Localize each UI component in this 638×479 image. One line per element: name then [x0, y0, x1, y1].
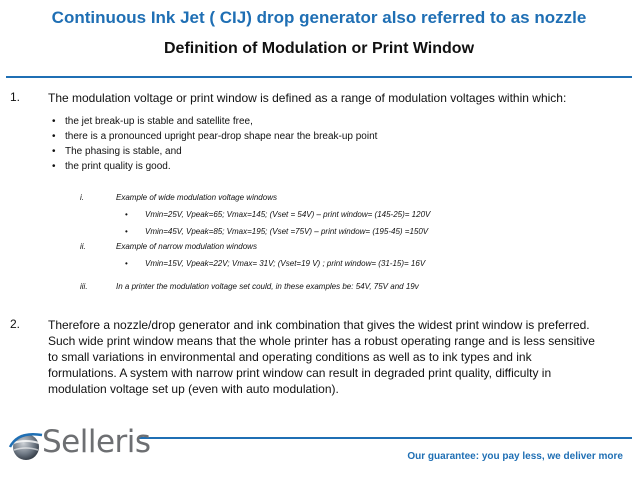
sub-item-ii-bullet-1: Vmin=15V, Vpeak=22V; Vmax= 31V; (Vset=19 V) ; print window= (31-15)= 16V — [145, 259, 426, 268]
footer-divider — [138, 437, 632, 439]
section-2-line: modulation voltage set up (even with auto modulation). — [48, 382, 339, 396]
sub-item-i-bullet-2: Vmin=45V, Vpeak=85; Vmax=195; (Vset =75V) – print window= (195-45) =150V — [145, 227, 429, 236]
sub-item-i-text: Example of wide modulation voltage windows — [116, 193, 277, 202]
bullet-icon: • — [125, 210, 128, 219]
section-2-line: formulations. A system with narrow print window can result in degraded print quality, difficulty in — [48, 366, 552, 380]
section-2-line: Therefore a nozzle/drop generator and ink combination that gives the widest print window is preferred. — [48, 318, 590, 332]
sub-item-ii-number: ii. — [80, 242, 86, 251]
bullet-icon: • — [125, 227, 128, 236]
sub-item-ii-text: Example of narrow modulation windows — [116, 242, 257, 251]
section-1-bullet-list — [52, 114, 377, 174]
brand-wordmark: Selleris — [42, 424, 151, 460]
list-item: • the print quality is good. — [52, 161, 171, 172]
list-item: • The phasing is stable, and — [52, 146, 182, 157]
guarantee-tagline: Our guarantee: you pay less, we deliver more — [407, 451, 623, 462]
list-item: • there is a pronounced upright pear-drop shape near the break-up point — [52, 131, 378, 142]
bullet-icon: • — [125, 259, 128, 268]
section-1-text: The modulation voltage or print window is defined as a range of modulation voltages within which: — [48, 91, 567, 105]
slide-subtitle: Definition of Modulation or Print Window — [163, 40, 475, 57]
section-1-number: 1. — [10, 90, 21, 104]
slide-title: Continuous Ink Jet ( CIJ) drop generator also referred to as nozzle — [51, 8, 587, 27]
sub-item-iii-number: iii. — [80, 282, 88, 291]
section-2-text — [48, 317, 618, 397]
section-2-line: Such wide print window means that the whole printer has a robust operating range and is less sensitive — [48, 334, 595, 348]
section-2-line: to small variations in environmental and operating conditions as well as to ink types and ink — [48, 350, 532, 364]
list-item: • the jet break-up is stable and satellite free, — [52, 116, 253, 127]
sub-item-iii-text: In a printer the modulation voltage set could, in these examples be: 54V, 75V and 19v — [116, 282, 419, 291]
section-2-number: 2. — [10, 317, 21, 331]
sub-item-i-bullet-1: Vmin=25V, Vpeak=65; Vmax=145; (Vset = 54V) – print window= (145-25)= 120V — [145, 210, 431, 219]
title-divider — [6, 76, 632, 78]
sub-item-i-number: i. — [80, 193, 84, 202]
